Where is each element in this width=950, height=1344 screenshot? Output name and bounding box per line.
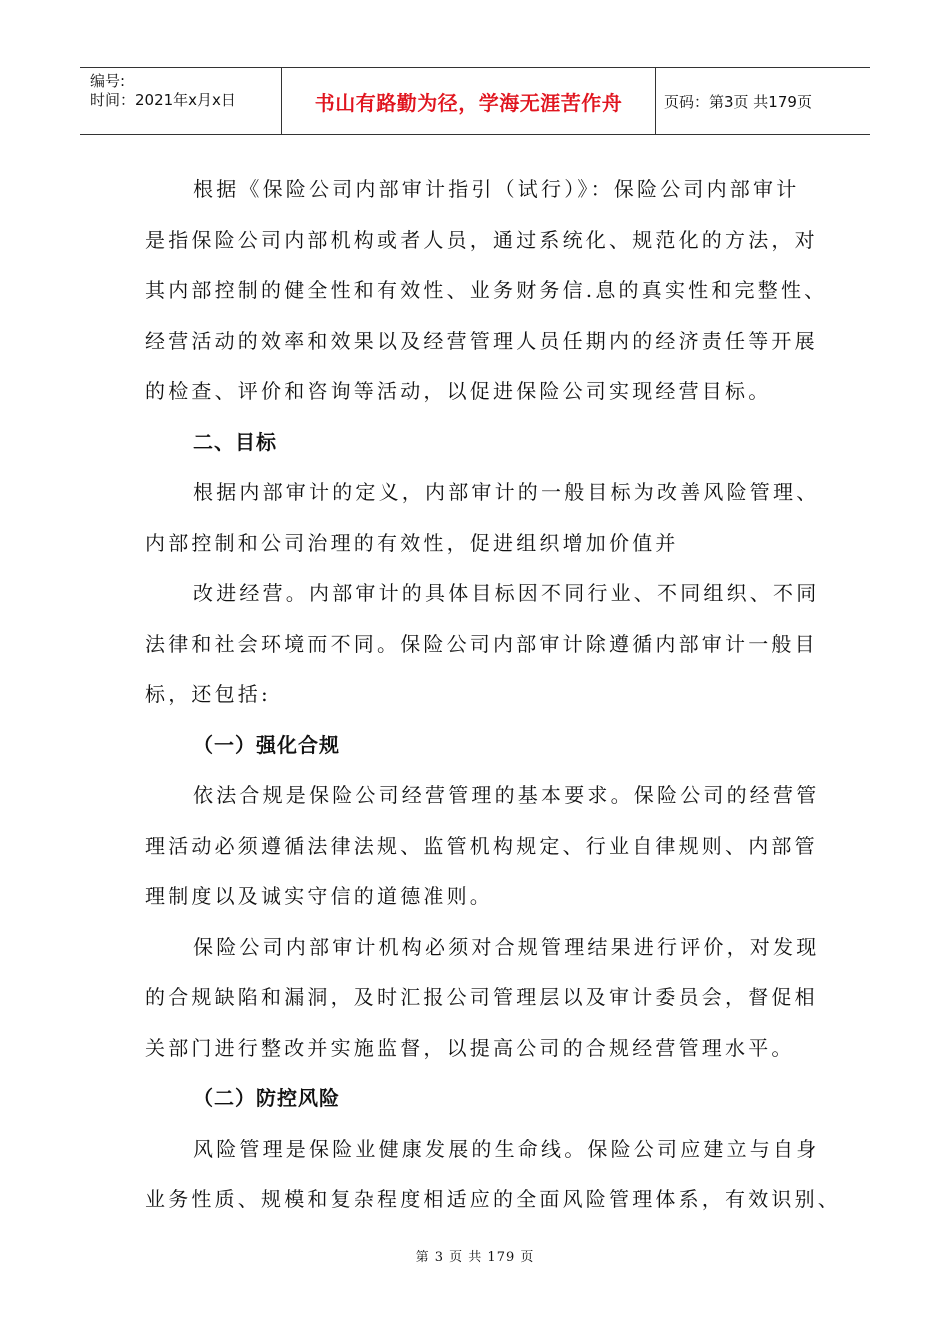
body-line: 其内部控制的健全性和有效性、业务财务信.息的真实性和完整性、 <box>145 278 828 302</box>
document-number-label: 编号: <box>90 72 126 90</box>
body-line: 经营活动的效率和效果以及经营管理人员任期内的经济责任等开展 <box>145 328 818 353</box>
body-line: 理制度以及诚实守信的道德准则。 <box>145 884 493 908</box>
body-line: 保险公司内部审计机构必须对合规管理结果进行评价，对发现 <box>193 934 820 959</box>
body-line: 的检查、评价和咨询等活动，以促进保险公司实现经营目标。 <box>145 379 772 403</box>
body-line: 的合规缺陷和漏洞，及时汇报公司管理层以及审计委员会，督促相 <box>145 985 818 1009</box>
header-motto: 书山有路勤为径，学海无涯苦作舟 <box>314 90 623 115</box>
body-line: 法律和社会环境而不同。保险公司内部审计除遵循内部审计一般目 <box>145 631 818 656</box>
header-meta <box>80 68 282 134</box>
body-line: 理活动必须遵循法律法规、监管机构规定、行业自律规则、内部管 <box>145 833 818 858</box>
header-motto-cell <box>282 68 656 134</box>
page-header <box>80 67 870 135</box>
body-line: 依法合规是保险公司经营管理的基本要求。保险公司的经营管 <box>193 783 820 807</box>
body-line: 标，还包括: <box>145 682 271 706</box>
body-line: 内部控制和公司治理的有效性，促进组织增加价值并 <box>145 530 679 555</box>
document-time-label: 时间：2021年x月x日 <box>90 91 236 109</box>
header-page-info-cell <box>656 68 870 134</box>
body-line: 关部门进行整改并实施监督，以提高公司的合规经营管理水平。 <box>145 1035 795 1060</box>
header-page-info: 页码：第3页 共179页 <box>664 92 812 111</box>
body-line: 改进经营。内部审计的具体目标因不同行业、不同组织、不同 <box>193 581 820 605</box>
footer-page-number: 第 3 页 共 179 页 <box>415 1250 535 1265</box>
body-line: 根据内部审计的定义，内部审计的一般目标为改善风险管理、 <box>193 480 820 504</box>
subsection-heading-compliance: （一）强化合规 <box>193 732 340 757</box>
section-heading-objectives: 二、目标 <box>193 429 277 454</box>
subsection-heading-risk-control: （二）防控风险 <box>193 1086 340 1110</box>
body-line: 是指保险公司内部机构或者人员，通过系统化、规范化的方法，对 <box>145 227 818 252</box>
body-line: 根据《保险公司内部审计指引（试行）》：保险公司内部审计 <box>193 177 800 201</box>
page-footer <box>0 1246 950 1265</box>
body-line: 业务性质、规模和复杂程度相适应的全面风险管理体系，有效识别、 <box>145 1187 841 1211</box>
document-body <box>145 164 841 1225</box>
body-line: 风险管理是保险业健康发展的生命线。保险公司应建立与自身 <box>193 1136 820 1161</box>
